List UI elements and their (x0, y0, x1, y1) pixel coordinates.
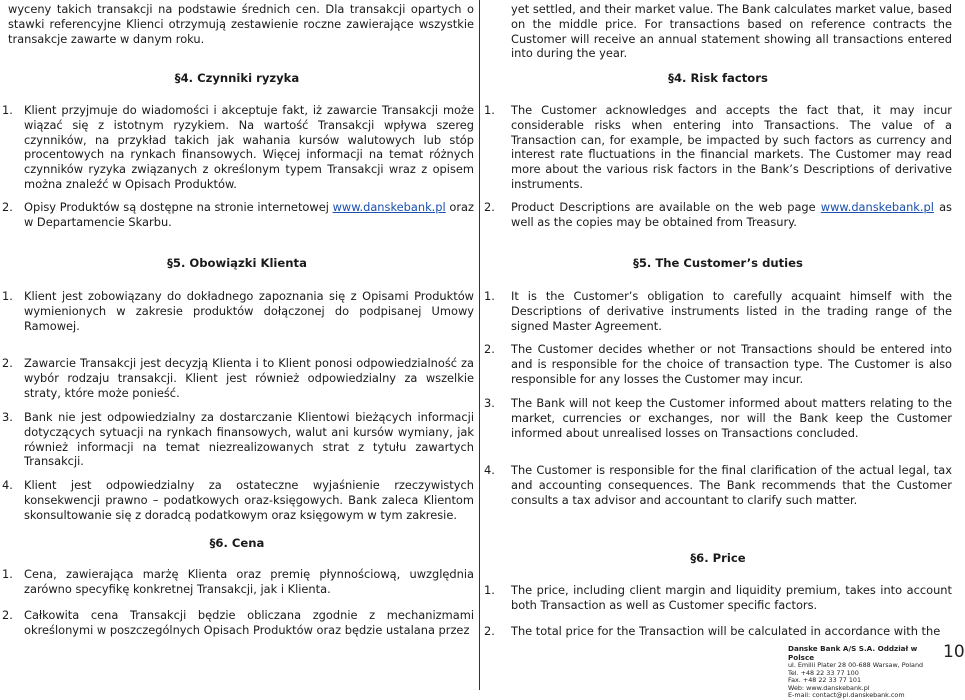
item-text (24, 200, 474, 230)
item-number: 1. (484, 103, 495, 117)
item-number: 2. (2, 200, 13, 214)
item-text: Zawarcie Transakcji jest decyzją Klienta i to Klient ponosi odpowiedzialność za wybór rodzaju transakcji. Klient jest również odpowiedzialny za wszelkie straty, które może ponieść. (24, 356, 474, 400)
item-number: 1. (2, 103, 13, 117)
section-4-heading: §4. Czynniki ryzyka (174, 71, 300, 85)
section-4-heading: §4. Risk factors (668, 71, 768, 85)
column-divider (479, 0, 480, 690)
footer-company: Danske Bank A/S S.A. Oddział w Polsce (788, 644, 918, 662)
item-number: 3. (484, 396, 495, 410)
item-text-part: oraz w Departamencie Skarbu. (24, 200, 474, 229)
footer-address: ul. Emilii Plater 28 00-688 Warsaw, Poland (788, 661, 924, 669)
item-number: 3. (2, 410, 13, 424)
item-text-part: Product Descriptions are available on the web page (511, 200, 821, 214)
item-number: 1. (2, 567, 13, 581)
item-text: The total price for the Transaction will be calculated in accordance with the (511, 624, 941, 638)
section-5-heading: §5. The Customer’s duties (633, 256, 803, 270)
bank-footer (788, 644, 928, 700)
item-text: The Customer acknowledges and accepts the fact that, it may incur considerable risks when entering into Transactions. The value of a Transaction can, for example, be impacted by such factors as currency and interest rate fluctuations in the financial markets. The Customer may read more about the various risk factors in the Bank’s Descriptions of derivative instruments. (511, 103, 952, 191)
section-6-heading: §6. Price (690, 551, 746, 565)
page-number: 10 (943, 642, 965, 662)
item-text: The price, including client margin and liquidity premium, takes into account both Transaction as well as Customer specific factors. (511, 583, 952, 612)
website-link[interactable]: www.danskebank.pl (332, 200, 446, 214)
item-text: Bank nie jest odpowiedzialny za dostarczanie Klientowi bieżących informacji dotyczących sytuacji na rynkach finansowych, walut ani kursów wymiany, jak również informacji na temat niezrealizowanych strat z tytułu zawartych Transakcji. (24, 410, 474, 469)
intro-paragraph: yet settled, and their market value. The Bank calculates market value, based on the middle price. For transactions based on reference contracts the Customer will receive an annual statement showing all transactions entered into during the year. (511, 2, 952, 61)
item-number: 2. (484, 624, 495, 638)
item-number: 2. (484, 342, 495, 356)
item-text: Klient jest zobowiązany do dokładnego zapoznania się z Opisami Produktów wymienionych w zakresie produktów dołączonej do podpisanej Umowy Ramowej. (24, 289, 474, 333)
item-text: The Customer decides whether or not Transactions should be entered into and is responsible for the choice of transaction type. The Customer is also responsible for any losses the Customer may incur. (511, 342, 952, 386)
item-text (511, 200, 952, 230)
item-text: It is the Customer’s obligation to carefully acquaint himself with the Descriptions of derivative instruments listed in the trading range of the signed Master Agreement. (511, 289, 952, 333)
footer-tel: Tel. +48 22 33 77 100 (788, 668, 859, 677)
item-text: The Bank will not keep the Customer informed about matters relating to the market, currencies or exchanges, nor will the Bank keep the Customer informed about unrealised losses on Transactions concluded. (511, 396, 952, 440)
item-text-part: as well as the copies may be obtained from Treasury. (511, 200, 952, 229)
item-text-part: Opisy Produktów są dostępne na stronie internetowej (24, 200, 333, 214)
footer-fax: Fax. +48 22 33 77 101 (788, 676, 862, 685)
section-5-heading: §5. Obowiązki Klienta (167, 256, 307, 270)
item-number: 1. (484, 583, 495, 597)
footer-email[interactable]: E-mail: contact@pl.danskebank.com (788, 691, 905, 700)
footer-web[interactable]: Web: www.danskebank.pl (788, 683, 870, 692)
item-text: The Customer is responsible for the final clarification of the actual legal, tax and accounting consequences. The Bank recommends that the Customer consults a tax advisor and accountant to clarify such matter. (511, 463, 952, 507)
item-number: 2. (2, 356, 13, 370)
item-text: Cena, zawierająca marżę Klienta oraz premię płynnościową, uwzględnia zarówno specyfikę konkretnej Transakcji, jak i Klienta. (24, 567, 474, 596)
intro-paragraph: wyceny takich transakcji na podstawie średnich cen. Dla transakcji opartych o stawki referencyjne Klienci otrzymują zestawienie roczne zawierające wszystkie transakcje zawarte w danym roku. (8, 2, 474, 46)
item-number: 1. (484, 289, 495, 303)
website-link[interactable]: www.danskebank.pl (820, 200, 934, 214)
item-number: 4. (2, 478, 13, 492)
item-number: 2. (484, 200, 495, 214)
item-text: Klient jest odpowiedzialny za ostateczne wyjaśnienie rzeczywistych konsekwencji prawno – podatkowych oraz-księgowych. Bank zaleca Klientom skonsultowanie się z doradcą podatkowym oraz księgowym w tym zakresie. (24, 478, 474, 522)
item-number: 1. (2, 289, 13, 303)
item-number: 4. (484, 463, 495, 477)
section-6-heading: §6. Cena (209, 536, 265, 550)
item-number: 2. (2, 608, 13, 622)
item-text: Klient przyjmuje do wiadomości i akceptuje fakt, iż zawarcie Transakcji może wiązać się z istotnym ryzykiem. Na wartość Transakcji wpływa szereg czynników, na przykład takich jak wahania kursów walutowych lub stóp procentowych na rynkach finansowych. Więcej informacji na temat różnych czynników ryzyka związanych z określonym typem Transakcji wraz z opisem można znaleźć w Opisach Produktów. (24, 103, 474, 191)
item-text: Całkowita cena Transakcji będzie obliczana zgodnie z mechanizmami określonymi w poszczególnych Opisach Produktów oraz będzie ustalana przez (24, 608, 474, 637)
